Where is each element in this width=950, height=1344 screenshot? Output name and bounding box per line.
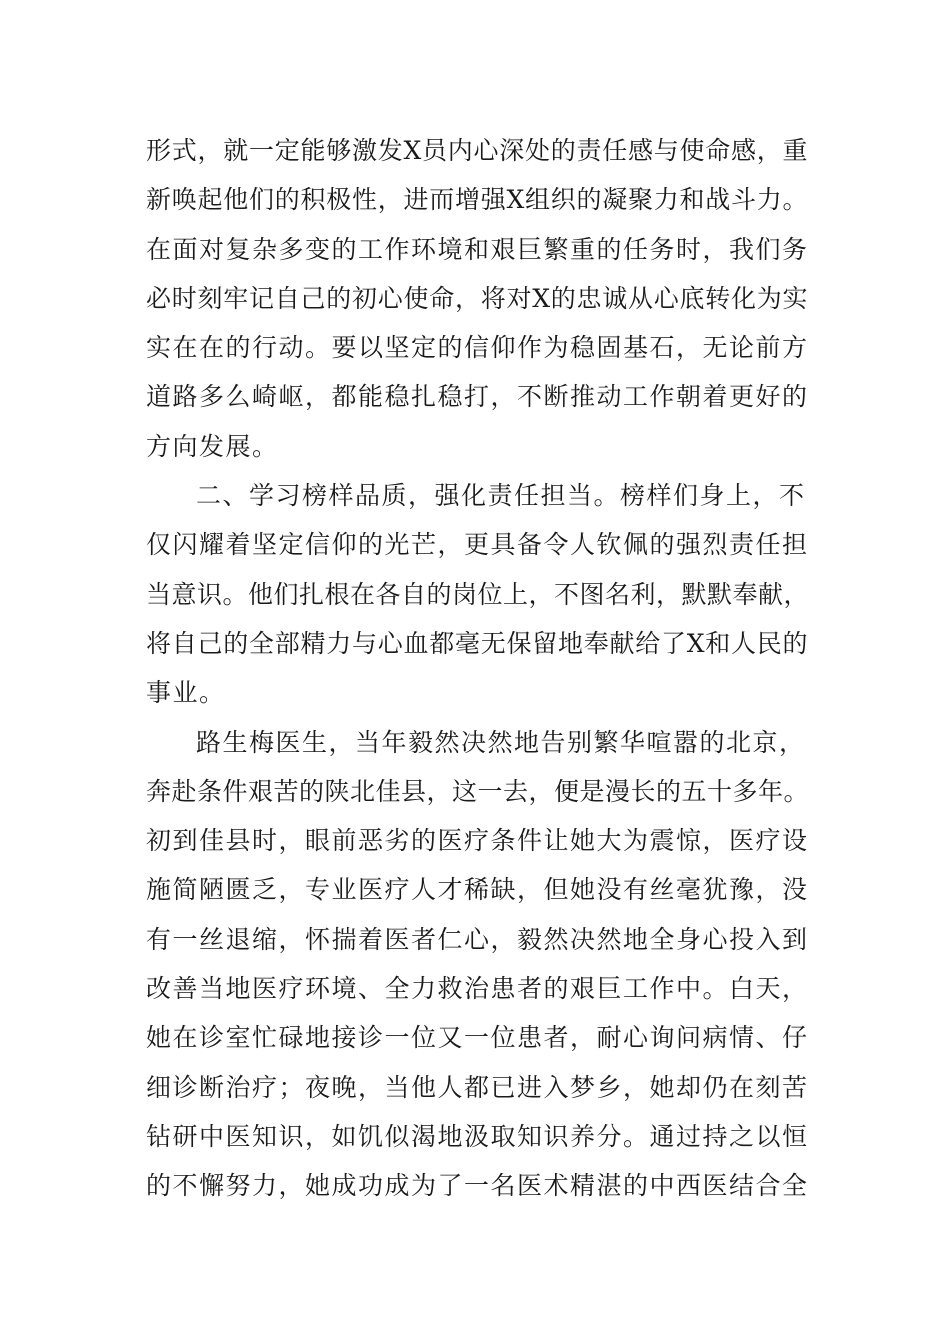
paragraph-line: 有一丝退缩，怀揣着医者仁心，毅然决然地全身心投入到 xyxy=(146,924,809,954)
paragraph-line: 新唤起他们的积极性，进而增强X组织的凝聚力和战斗力。 xyxy=(146,185,809,215)
paragraph-line: 她在诊室忙碌地接诊一位又一位患者，耐心询问病情、仔 xyxy=(146,1023,809,1053)
paragraph-line: 形式，就一定能够激发X员内心深处的责任感与使命感，重 xyxy=(146,136,809,165)
paragraph-line: 实在在的行动。要以坚定的信仰作为稳固基石，无论前方 xyxy=(146,333,809,363)
paragraph-line: 当意识。他们扎根在各自的岗位上，不图名利，默默奉献， xyxy=(146,579,810,609)
paragraph-line: 事业。 xyxy=(146,678,226,708)
paragraph-line: 初到佳县时，眼前恶劣的医疗条件让她大为震惊，医疗设 xyxy=(146,826,809,856)
paragraph-line: 方向发展。 xyxy=(146,431,279,461)
paragraph-line: 细诊断治疗；夜晚，当他人都已进入梦乡，她却仍在刻苦 xyxy=(146,1072,809,1102)
paragraph-line: 的不懈努力，她成功成为了一名医术精湛的中西医结合全 xyxy=(146,1171,809,1201)
paragraph-line: 在面对复杂多变的工作环境和艰巨繁重的任务时，我们务 xyxy=(146,234,809,264)
paragraph-line: 道路多么崎岖，都能稳扎稳打，不断推动工作朝着更好的 xyxy=(146,382,809,412)
paragraph-line: 奔赴条件艰苦的陕北佳县，这一去，便是漫长的五十多年。 xyxy=(146,776,810,806)
paragraph-line: 仅闪耀着坚定信仰的光芒，更具备令人钦佩的强烈责任担 xyxy=(146,530,809,560)
paragraph-line: 改善当地医疗环境、全力救治患者的艰巨工作中。白天， xyxy=(146,974,809,1004)
paragraph-line: 将自己的全部精力与心血都毫无保留地奉献给了X和人民的 xyxy=(146,628,809,658)
paragraph-line: 二、学习榜样品质，强化责任担当。榜样们身上，不 xyxy=(196,481,806,511)
paragraph-line: 必时刻牢记自己的初心使命，将对X的忠诚从心底转化为实 xyxy=(146,283,809,313)
paragraph-line: 钻研中医知识，如饥似渴地汲取知识养分。通过持之以恒 xyxy=(146,1121,809,1151)
document-body xyxy=(146,126,810,1211)
paragraph-line: 施简陋匮乏，专业医疗人才稀缺，但她没有丝毫犹豫，没 xyxy=(146,875,809,905)
paragraph-line: 路生梅医生，当年毅然决然地告别繁华喧嚣的北京， xyxy=(196,727,806,757)
